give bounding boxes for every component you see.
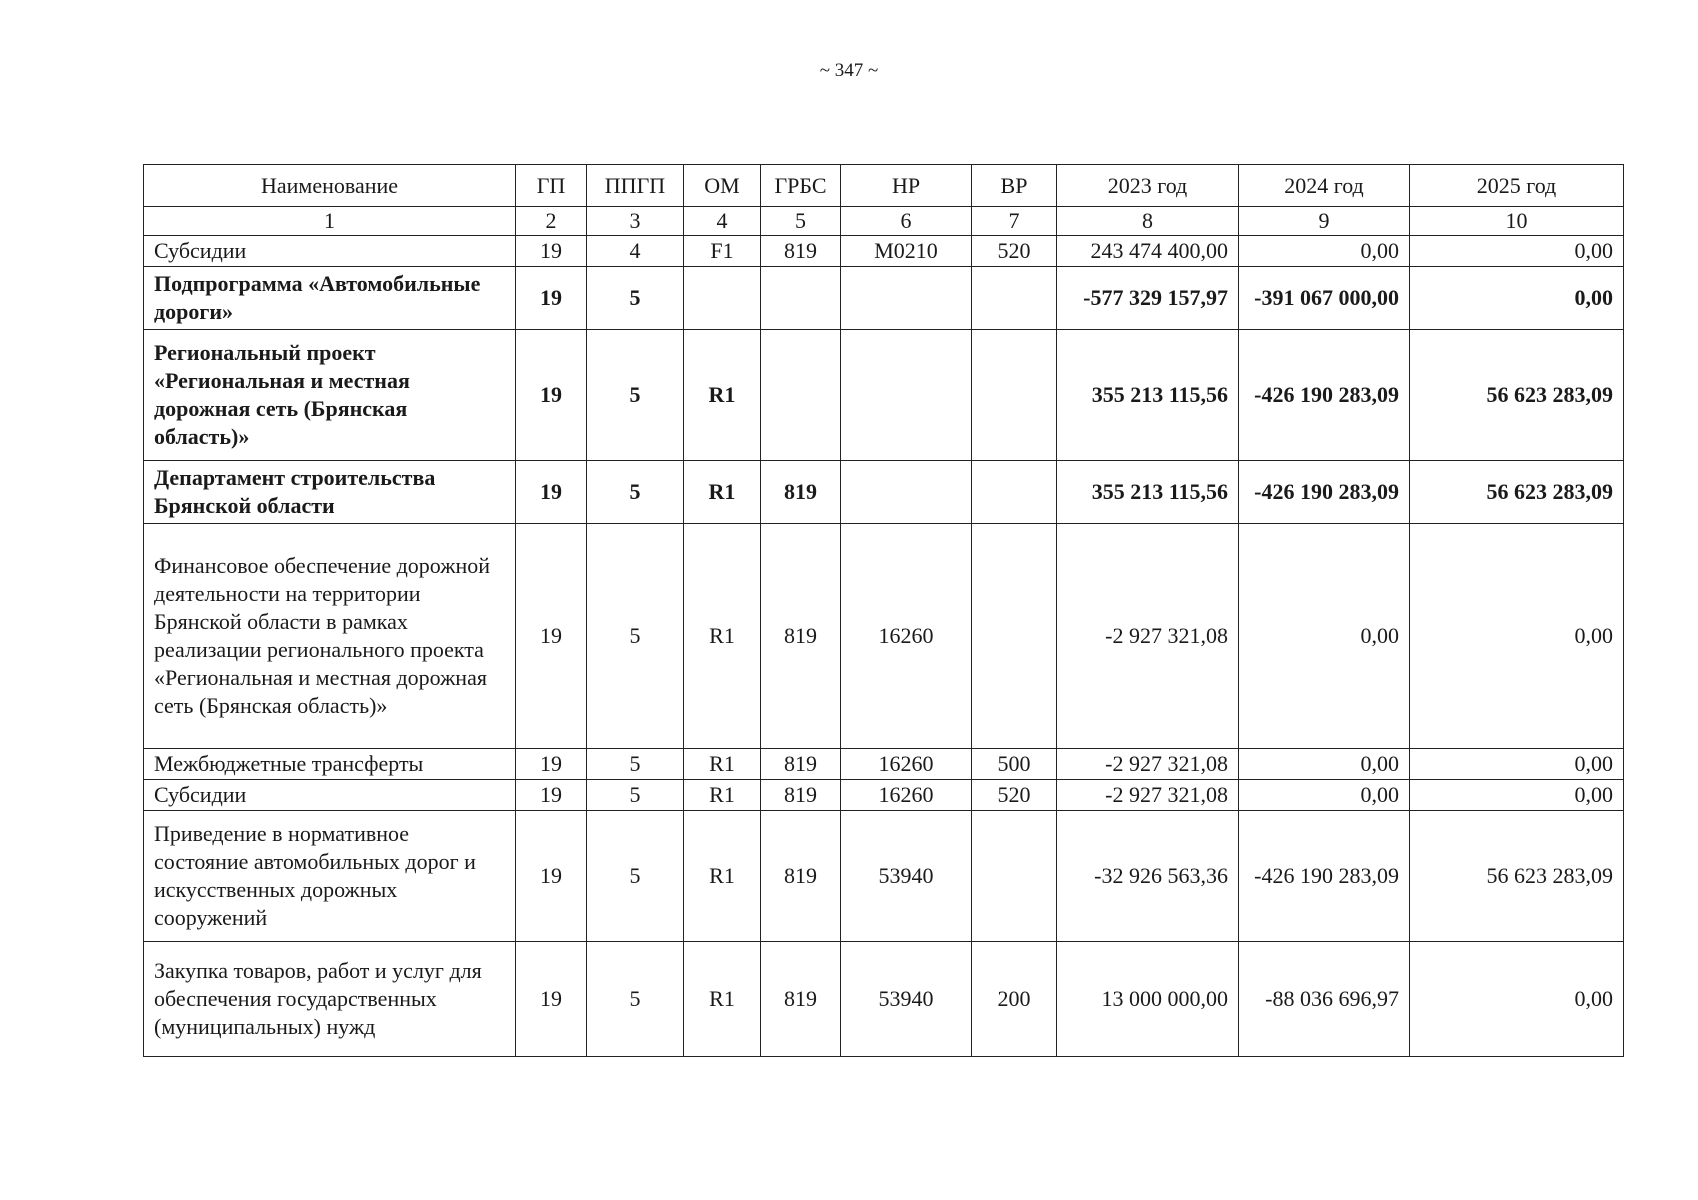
row-ppgp: 4 bbox=[587, 236, 684, 267]
row-vr: 200 bbox=[972, 942, 1057, 1057]
row-2024: -426 190 283,09 bbox=[1239, 811, 1410, 942]
column-number: 2 bbox=[516, 207, 587, 236]
row-2023: -32 926 563,36 bbox=[1057, 811, 1239, 942]
row-2023: 13 000 000,00 bbox=[1057, 942, 1239, 1057]
header-2024: 2024 год bbox=[1239, 165, 1410, 207]
row-gp: 19 bbox=[516, 330, 587, 461]
row-ppgp: 5 bbox=[587, 461, 684, 524]
row-ppgp: 5 bbox=[587, 811, 684, 942]
row-grbs: 819 bbox=[761, 524, 841, 749]
row-name: Финансовое обеспечение дорожной деятельности на территории Брянской области в рамках реализации регионального проекта «Региональная и местная дорожная сеть (Брянская область)» bbox=[144, 524, 516, 749]
column-number: 9 bbox=[1239, 207, 1410, 236]
row-nr bbox=[841, 461, 972, 524]
row-nr: 53940 bbox=[841, 942, 972, 1057]
row-ppgp: 5 bbox=[587, 267, 684, 330]
table-row bbox=[144, 330, 1624, 461]
row-2024: -88 036 696,97 bbox=[1239, 942, 1410, 1057]
row-2025: 0,00 bbox=[1410, 267, 1624, 330]
row-grbs: 819 bbox=[761, 461, 841, 524]
row-gp: 19 bbox=[516, 524, 587, 749]
table-row bbox=[144, 236, 1624, 267]
header-ppgp: ППГП bbox=[587, 165, 684, 207]
column-number: 10 bbox=[1410, 207, 1624, 236]
row-om: R1 bbox=[684, 749, 761, 780]
table-row bbox=[144, 524, 1624, 749]
row-grbs: 819 bbox=[761, 236, 841, 267]
row-vr: 520 bbox=[972, 236, 1057, 267]
row-om: R1 bbox=[684, 811, 761, 942]
row-name: Подпрограмма «Автомобильные дороги» bbox=[144, 267, 516, 330]
table-row bbox=[144, 942, 1624, 1057]
column-number-row bbox=[144, 207, 1624, 236]
row-ppgp: 5 bbox=[587, 330, 684, 461]
row-gp: 19 bbox=[516, 811, 587, 942]
row-2023: -2 927 321,08 bbox=[1057, 524, 1239, 749]
row-ppgp: 5 bbox=[587, 780, 684, 811]
table-row bbox=[144, 811, 1624, 942]
table-row bbox=[144, 780, 1624, 811]
row-ppgp: 5 bbox=[587, 942, 684, 1057]
table-row bbox=[144, 267, 1624, 330]
header-gp: ГП bbox=[516, 165, 587, 207]
header-om: ОМ bbox=[684, 165, 761, 207]
column-number: 1 bbox=[144, 207, 516, 236]
row-grbs bbox=[761, 267, 841, 330]
row-nr: 16260 bbox=[841, 780, 972, 811]
row-2023: -2 927 321,08 bbox=[1057, 749, 1239, 780]
column-number: 8 bbox=[1057, 207, 1239, 236]
row-2025: 0,00 bbox=[1410, 942, 1624, 1057]
row-om: R1 bbox=[684, 524, 761, 749]
header-row bbox=[144, 165, 1624, 207]
row-vr: 520 bbox=[972, 780, 1057, 811]
row-2025: 56 623 283,09 bbox=[1410, 461, 1624, 524]
header-2025: 2025 год bbox=[1410, 165, 1624, 207]
row-grbs bbox=[761, 330, 841, 461]
column-number: 3 bbox=[587, 207, 684, 236]
row-2025: 56 623 283,09 bbox=[1410, 330, 1624, 461]
row-vr bbox=[972, 267, 1057, 330]
row-2025: 0,00 bbox=[1410, 749, 1624, 780]
row-gp: 19 bbox=[516, 267, 587, 330]
row-gp: 19 bbox=[516, 780, 587, 811]
row-2024: 0,00 bbox=[1239, 524, 1410, 749]
row-2024: 0,00 bbox=[1239, 780, 1410, 811]
row-grbs: 819 bbox=[761, 749, 841, 780]
row-om: F1 bbox=[684, 236, 761, 267]
row-2025: 0,00 bbox=[1410, 780, 1624, 811]
row-2024: -426 190 283,09 bbox=[1239, 330, 1410, 461]
header-nr: НР bbox=[841, 165, 972, 207]
row-vr bbox=[972, 461, 1057, 524]
row-gp: 19 bbox=[516, 942, 587, 1057]
row-2024: -391 067 000,00 bbox=[1239, 267, 1410, 330]
table-row bbox=[144, 461, 1624, 524]
row-2023: -2 927 321,08 bbox=[1057, 780, 1239, 811]
row-2024: 0,00 bbox=[1239, 236, 1410, 267]
row-nr bbox=[841, 330, 972, 461]
column-number: 5 bbox=[761, 207, 841, 236]
row-om: R1 bbox=[684, 461, 761, 524]
column-number: 4 bbox=[684, 207, 761, 236]
row-vr: 500 bbox=[972, 749, 1057, 780]
table-row bbox=[144, 749, 1624, 780]
row-name: Приведение в нормативное состояние автомобильных дорог и искусственных дорожных сооружений bbox=[144, 811, 516, 942]
row-2024: -426 190 283,09 bbox=[1239, 461, 1410, 524]
row-nr: 53940 bbox=[841, 811, 972, 942]
row-2023: 243 474 400,00 bbox=[1057, 236, 1239, 267]
row-om: R1 bbox=[684, 330, 761, 461]
row-2023: 355 213 115,56 bbox=[1057, 330, 1239, 461]
row-ppgp: 5 bbox=[587, 749, 684, 780]
row-2023: -577 329 157,97 bbox=[1057, 267, 1239, 330]
row-gp: 19 bbox=[516, 749, 587, 780]
header-2023: 2023 год bbox=[1057, 165, 1239, 207]
budget-table bbox=[143, 164, 1624, 1057]
header-grbs: ГРБС bbox=[761, 165, 841, 207]
page-number: ~ 347 ~ bbox=[819, 60, 879, 81]
row-name: Департамент строительства Брянской области bbox=[144, 461, 516, 524]
row-name: Региональный проект «Региональная и местная дорожная сеть (Брянская область)» bbox=[144, 330, 516, 461]
row-nr: M0210 bbox=[841, 236, 972, 267]
row-om bbox=[684, 267, 761, 330]
row-ppgp: 5 bbox=[587, 524, 684, 749]
row-name: Субсидии bbox=[144, 236, 516, 267]
row-vr bbox=[972, 330, 1057, 461]
column-number: 6 bbox=[841, 207, 972, 236]
row-nr: 16260 bbox=[841, 749, 972, 780]
row-name: Межбюджетные трансферты bbox=[144, 749, 516, 780]
row-2023: 355 213 115,56 bbox=[1057, 461, 1239, 524]
row-2025: 56 623 283,09 bbox=[1410, 811, 1624, 942]
row-2025: 0,00 bbox=[1410, 524, 1624, 749]
row-grbs: 819 bbox=[761, 811, 841, 942]
row-name: Закупка товаров, работ и услуг для обеспечения государственных (муниципальных) нужд bbox=[144, 942, 516, 1057]
row-grbs: 819 bbox=[761, 780, 841, 811]
header-name: Наименование bbox=[144, 165, 516, 207]
row-vr bbox=[972, 524, 1057, 749]
row-vr bbox=[972, 811, 1057, 942]
row-gp: 19 bbox=[516, 461, 587, 524]
row-name: Субсидии bbox=[144, 780, 516, 811]
header-vr: ВР bbox=[972, 165, 1057, 207]
row-2025: 0,00 bbox=[1410, 236, 1624, 267]
column-number: 7 bbox=[972, 207, 1057, 236]
row-gp: 19 bbox=[516, 236, 587, 267]
row-om: R1 bbox=[684, 780, 761, 811]
row-nr: 16260 bbox=[841, 524, 972, 749]
row-nr bbox=[841, 267, 972, 330]
row-om: R1 bbox=[684, 942, 761, 1057]
row-2024: 0,00 bbox=[1239, 749, 1410, 780]
row-grbs: 819 bbox=[761, 942, 841, 1057]
